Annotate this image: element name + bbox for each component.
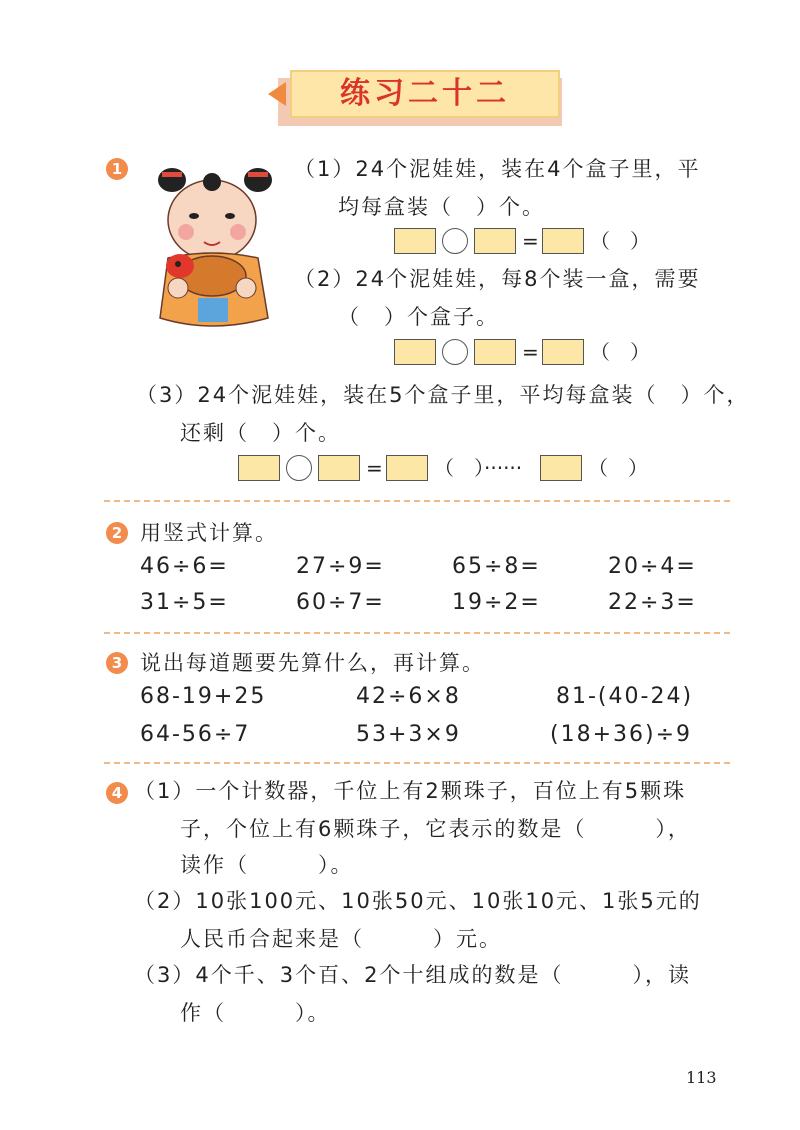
answer-box[interactable] (386, 455, 428, 481)
page-number: 113 (686, 1068, 717, 1087)
question-4-badge: 4 (106, 782, 128, 804)
q2-prompt: 用竖式计算。 (140, 521, 278, 545)
answer-box[interactable] (318, 455, 360, 481)
expression-item: (18+36)÷9 (550, 722, 693, 747)
expression-item: 64-56÷7 (140, 722, 251, 747)
remainder-box[interactable] (540, 455, 582, 481)
operator-circle[interactable] (286, 455, 312, 481)
unit-blank: （ ） (588, 456, 648, 480)
q1-part3-line2: 还剩（ ）个。 (180, 421, 341, 445)
q1-part2-line1: （2）24个泥娃娃，每8个装一盒，需要 (294, 267, 701, 291)
clay-doll-illustration (150, 158, 280, 334)
q4-part1-line3: 读作（ ）。 (180, 853, 354, 877)
calc-item: 46÷6= (140, 554, 229, 579)
section-divider (104, 500, 730, 502)
question-1-badge: 1 (106, 158, 128, 180)
q1-part1-line2: 均每盒装（ ）个。 (338, 195, 545, 219)
unit-blank-with-remainder: （ ）······ (434, 456, 523, 480)
calc-item: 31÷5= (140, 590, 229, 615)
calc-item: 60÷7= (296, 590, 385, 615)
expression-item: 53+3×9 (356, 722, 461, 747)
q4-part1-line2: 子，个位上有6颗珠子，它表示的数是（ ）， (180, 817, 691, 841)
page-title: 练习二十二 (340, 76, 510, 111)
operator-circle[interactable] (442, 339, 468, 365)
calc-item: 19÷2= (452, 590, 541, 615)
calc-item: 65÷8= (452, 554, 541, 579)
title-arrow-icon (268, 82, 286, 106)
equals-sign: = (522, 229, 539, 253)
unit-blank: （ ） (590, 340, 650, 364)
section-divider (104, 632, 730, 634)
q4-part3-line2: 作（ ）。 (180, 1001, 331, 1025)
answer-box[interactable] (394, 228, 436, 254)
calc-item: 27÷9= (296, 554, 385, 579)
answer-box[interactable] (542, 228, 584, 254)
expression-item: 81-(40-24) (556, 684, 694, 709)
question-2-badge: 2 (106, 522, 128, 544)
unit-blank: （ ） (590, 229, 650, 253)
calc-item: 22÷3= (608, 590, 697, 615)
answer-box[interactable] (542, 339, 584, 365)
question-3-badge: 3 (106, 652, 128, 674)
q4-part2-line1: （2）10张100元、10张50元、10张10元、1张5元的 (134, 889, 702, 913)
q3-prompt: 说出每道题要先算什么，再计算。 (140, 651, 485, 675)
expression-item: 42÷6×8 (356, 684, 461, 709)
exercise-title-banner (268, 70, 568, 126)
answer-box[interactable] (394, 339, 436, 365)
q4-part2-line2: 人民币合起来是（ ）元。 (180, 927, 502, 951)
q4-part1-line1: （1）一个计数器，千位上有2颗珠子，百位上有5颗珠 (134, 779, 687, 803)
q1-part3-line1: （3）24个泥娃娃，装在5个盒子里，平均每盒装（ ）个， (136, 383, 750, 407)
expression-item: 68-19+25 (140, 684, 267, 709)
answer-box[interactable] (474, 228, 516, 254)
q1-part2-line2: （ ）个盒子。 (338, 305, 499, 329)
operator-circle[interactable] (442, 228, 468, 254)
equals-sign: = (366, 456, 383, 480)
equals-sign: = (522, 340, 539, 364)
q1-part1-line1: （1）24个泥娃娃，装在4个盒子里，平 (294, 157, 701, 181)
section-divider (104, 762, 730, 764)
q4-part3-line1: （3）4个千、3个百、2个十组成的数是（ ），读 (134, 963, 691, 987)
answer-box[interactable] (474, 339, 516, 365)
answer-box[interactable] (238, 455, 280, 481)
calc-item: 20÷4= (608, 554, 697, 579)
